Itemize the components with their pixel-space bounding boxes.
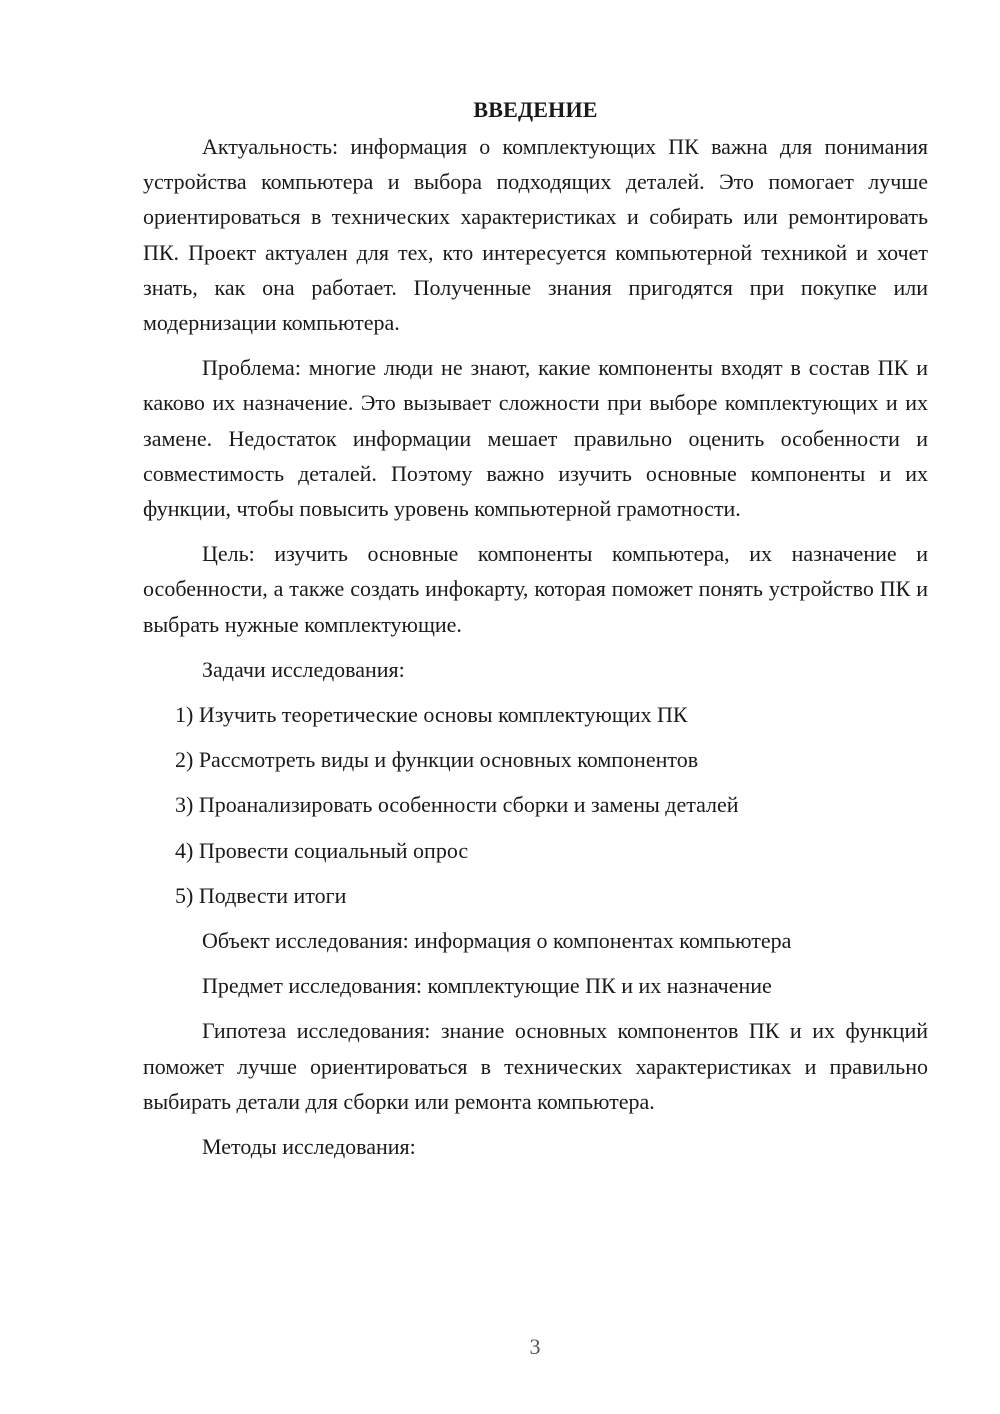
research-object: Объект исследования: информация о компонентах компьютера: [202, 928, 792, 954]
task-item-1: 1) Изучить теоретические основы комплектующих ПК: [175, 702, 688, 728]
hypothesis-paragraph: Гипотеза исследования: знание основных компонентов ПК и их функций поможет лучше ориентироваться в технических характеристиках и правильно выбирать детали для сборки или ремонта компьютера.: [143, 1018, 928, 1114]
research-subject: Предмет исследования: комплектующие ПК и их назначение: [202, 973, 772, 999]
page-number: 3: [529, 1334, 541, 1359]
task-item-4: 4) Провести социальный опрос: [175, 837, 469, 863]
goal-paragraph: Цель: изучить основные компоненты компьютера, их назначение и особенности, а также создать инфокарту, которая поможет понять устройство ПК и выбрать нужные комплектующие.: [143, 541, 928, 637]
task-item-2: 2) Рассмотреть виды и функции основных компонентов: [175, 747, 699, 773]
task-item-3: 3) Проанализировать особенности сборки и замены деталей: [175, 792, 739, 818]
task-item-5: 5) Подвести итоги: [175, 882, 347, 908]
tasks-heading: Задачи исследования:: [202, 656, 405, 682]
problem-paragraph: Проблема: многие люди не знают, какие компоненты входят в состав ПК и каково их назначение. Это вызывает сложности при выборе комплектующих и их замене. Недостаток информации мешает правильно оценить особенности и совместимость деталей. Поэтому важно изучить основные компоненты и их функции, чтобы повысить уровень компьютерной грамотности.: [143, 355, 928, 522]
relevance-paragraph: Актуальность: информация о комплектующих ПК важна для понимания устройства компьютера и выбора подходящих деталей. Это помогает лучше ориентироваться в технических характеристиках и собирать или ремонтировать ПК. Проект актуален для тех, кто интересуется компьютерной техникой и хочет знать, как она работает. Полученные знания пригодятся при покупке или модернизации компьютера.: [143, 134, 928, 336]
methods-heading: Методы исследования:: [202, 1134, 416, 1160]
document-page: [143, 92, 928, 1174]
section-title: ВВЕДЕНИЕ: [473, 97, 598, 122]
